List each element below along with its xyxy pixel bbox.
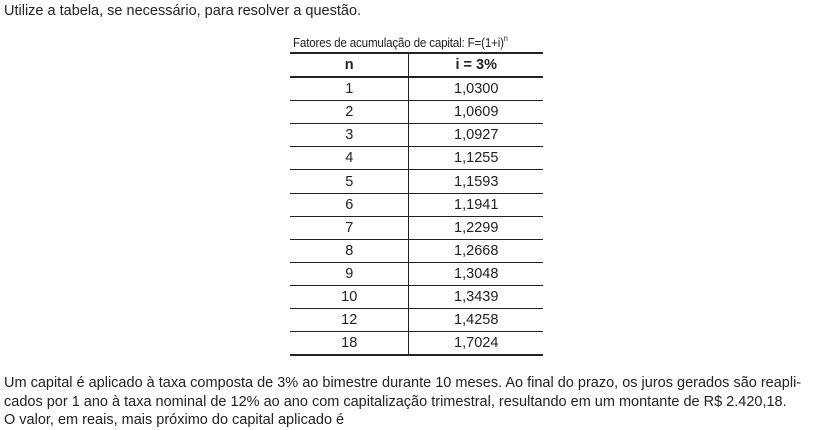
question-line: Um capital é aplicado à taxa composta de 3% ao bimestre durante 10 meses. Ao final do prazo, os juros gerados são reapli- bbox=[4, 375, 802, 391]
question-line: cados por 1 ano à taxa nominal de 12% ao ano com capitalização trimestral, resultando em um montante de R$ 2.420,18. bbox=[4, 393, 787, 410]
table-row bbox=[290, 147, 543, 170]
accumulation-factor-table bbox=[290, 52, 543, 356]
cell-n: 8 bbox=[290, 239, 409, 262]
table-row bbox=[290, 193, 543, 216]
cell-n: 10 bbox=[290, 285, 409, 308]
table-row bbox=[290, 285, 543, 308]
header-rate: i = 3% bbox=[409, 53, 543, 77]
cell-n: 6 bbox=[290, 193, 409, 216]
cell-n: 1 bbox=[290, 77, 409, 101]
cell-n: 4 bbox=[290, 147, 409, 170]
accumulation-factor-table-block bbox=[290, 35, 543, 356]
cell-factor: 1,1941 bbox=[409, 193, 543, 216]
cell-n: 18 bbox=[290, 332, 409, 356]
cell-n: 5 bbox=[290, 170, 409, 193]
question-text bbox=[4, 374, 830, 430]
table-row bbox=[290, 239, 543, 262]
cell-factor: 1,0927 bbox=[409, 124, 543, 147]
cell-factor: 1,4258 bbox=[409, 309, 543, 332]
cell-factor: 1,1593 bbox=[409, 170, 543, 193]
table-caption bbox=[293, 35, 526, 52]
cell-n: 9 bbox=[290, 262, 409, 285]
table-row bbox=[290, 101, 543, 124]
cell-n: 12 bbox=[290, 309, 409, 332]
table-row bbox=[290, 262, 543, 285]
table-row bbox=[290, 77, 543, 101]
table-caption-exponent: n bbox=[503, 34, 508, 43]
cell-n: 2 bbox=[290, 101, 409, 124]
cell-factor: 1,0300 bbox=[409, 77, 543, 101]
cell-factor: 1,2668 bbox=[409, 239, 543, 262]
cell-factor: 1,1255 bbox=[409, 147, 543, 170]
cell-factor: 1,2299 bbox=[409, 216, 543, 239]
cell-factor: 1,3439 bbox=[409, 285, 543, 308]
table-row bbox=[290, 332, 543, 356]
instruction-text: Utilize a tabela, se necessário, para resolver a questão. bbox=[4, 3, 362, 19]
cell-factor: 1,0609 bbox=[409, 101, 543, 124]
table-row bbox=[290, 309, 543, 332]
table-row bbox=[290, 170, 543, 193]
header-n: n bbox=[290, 53, 409, 77]
table-caption-text: Fatores de acumulação de capital: F=(1+i) bbox=[293, 36, 504, 50]
table-header-row bbox=[290, 53, 543, 77]
question-line: O valor, em reais, mais próximo do capital aplicado é bbox=[4, 412, 345, 429]
cell-n: 7 bbox=[290, 216, 409, 239]
table-row bbox=[290, 216, 543, 239]
cell-factor: 1,7024 bbox=[409, 332, 543, 356]
cell-factor: 1,3048 bbox=[409, 262, 543, 285]
table-row bbox=[290, 124, 543, 147]
cell-n: 3 bbox=[290, 124, 409, 147]
